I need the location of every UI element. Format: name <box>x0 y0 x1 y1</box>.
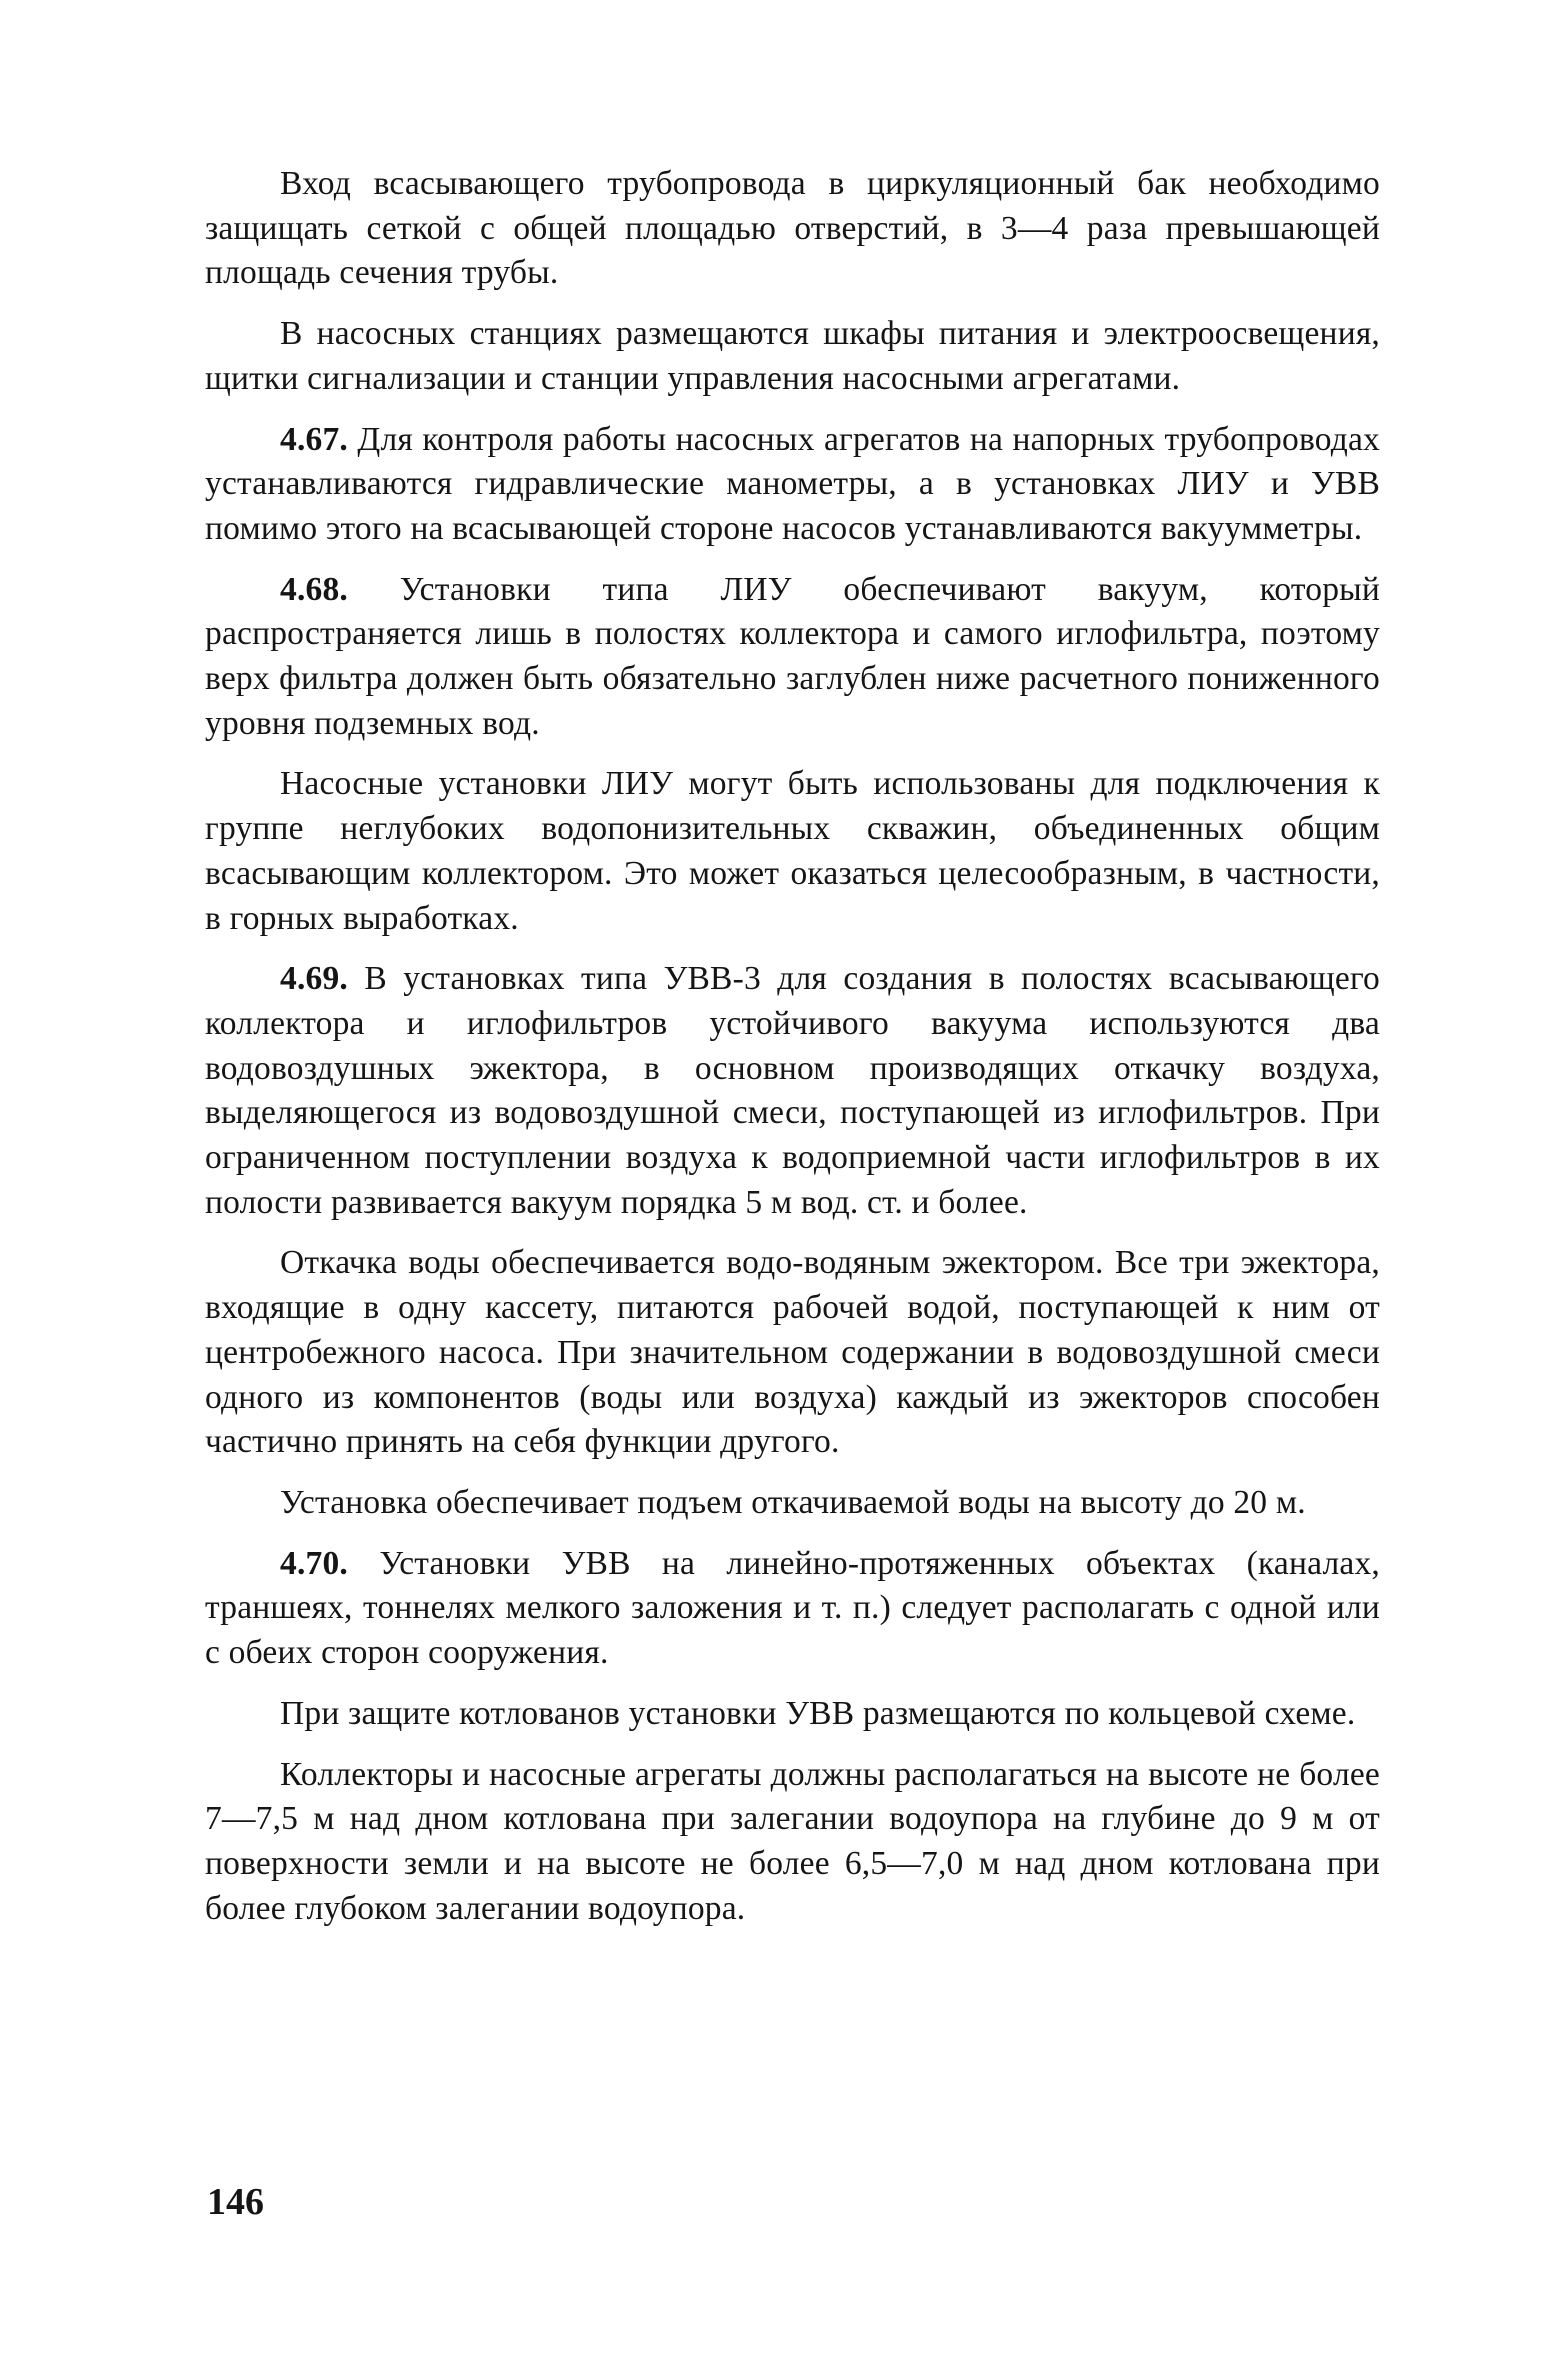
paragraph-text: Откачка воды обеспечивается водо-водяным эжектором. Все три эжектора, входящие в одну кассету, питаются рабочей водой, поступающей к ним от центробежного насоса. При значительном содержании в водовоздушной смеси одного из компонентов (воды или воздуха) каждый из эжекторов способен частично принять на себя функции другого. <box>205 1244 1380 1461</box>
paragraph-text: Установки УВВ на линейно-протяженных объектах (каналах, траншеях, тоннелях мелкого заложения и т. п.) следует располагать с одной или с обеих сторон сооружения. <box>205 1544 1380 1672</box>
paragraph-text: В установках типа УВВ-3 для создания в полостях всасывающего коллектора и иглофильтров устойчивого вакуума используются два водовоздушных эжектора, в основном производящих откачку воздуха, выделяющегося из водовоздушной смеси, поступающей из иглофильтров. При ограниченном поступлении воздуха к водоприемной части иглофильтров в их полости развивается вакуум порядка 5 м вод. ст. и более. <box>205 960 1381 1221</box>
paragraph-text: Установки типа ЛИУ обеспечивают вакуум, который распространяется лишь в полостях коллектора и самого иглофильтра, поэтому верх фильтра должен быть обязательно заглублен ниже расчетного пониженного уровня подземных вод. <box>205 570 1380 742</box>
paragraph <box>205 162 1380 296</box>
paragraph <box>205 1481 1380 1526</box>
paragraph <box>205 1692 1380 1737</box>
clause-number: 4.70. <box>280 1544 348 1582</box>
paragraph <box>205 418 1380 552</box>
paragraph-text: В насосных станциях размещаются шкафы питания и электроосвещения, щитки сигнализации и станции управления насосными агрегатами. <box>205 315 1380 397</box>
paragraph <box>205 1241 1380 1465</box>
paragraph <box>205 312 1380 401</box>
paragraph <box>205 1753 1380 1932</box>
page-number: 146 <box>207 2181 264 2223</box>
paragraph-text: Коллекторы и насосные агрегаты должны располагаться на высоте не более 7—7,5 м над дном котлована при залегании водоупора на глубине до 9 м от поверхности земли и на высоте не более 6,5—7,0 м над дном котлована при более глубоком залегании водоупора. <box>205 1755 1380 1927</box>
clause-number: 4.69. <box>280 960 348 998</box>
paragraph <box>205 568 1380 747</box>
paragraph-text: Для контроля работы насосных агрегатов на напорных трубопроводах устанавливаются гидравлические манометры, а в установках ЛИУ и УВВ помимо этого на всасывающей стороне насосов устанавливаются вакуумметры. <box>205 420 1380 547</box>
paragraph <box>205 762 1380 941</box>
paragraph-text: Насосные установки ЛИУ могут быть использованы для подключения к группе неглубоких водопонизительных скважин, объединенных общим всасывающим коллектором. Это может оказаться целесообразным, в частности, в горных выработках. <box>205 765 1380 937</box>
clause-number: 4.67. <box>280 420 348 458</box>
paragraph-text: При защите котлованов установки УВВ размещаются по кольцевой схеме. <box>280 1694 1356 1732</box>
body-text <box>205 162 1380 1947</box>
paragraph <box>205 957 1380 1225</box>
paragraph-text: Установка обеспечивает подъем откачиваемой воды на высоту до 20 м. <box>280 1483 1306 1521</box>
clause-number: 4.68. <box>280 570 348 608</box>
paragraph <box>205 1542 1380 1676</box>
paragraph-text: Вход всасывающего трубопровода в циркуляционный бак необходимо защищать сеткой с общей площадью отверстий, в 3—4 раза превышающей площадь сечения трубы. <box>205 165 1380 292</box>
